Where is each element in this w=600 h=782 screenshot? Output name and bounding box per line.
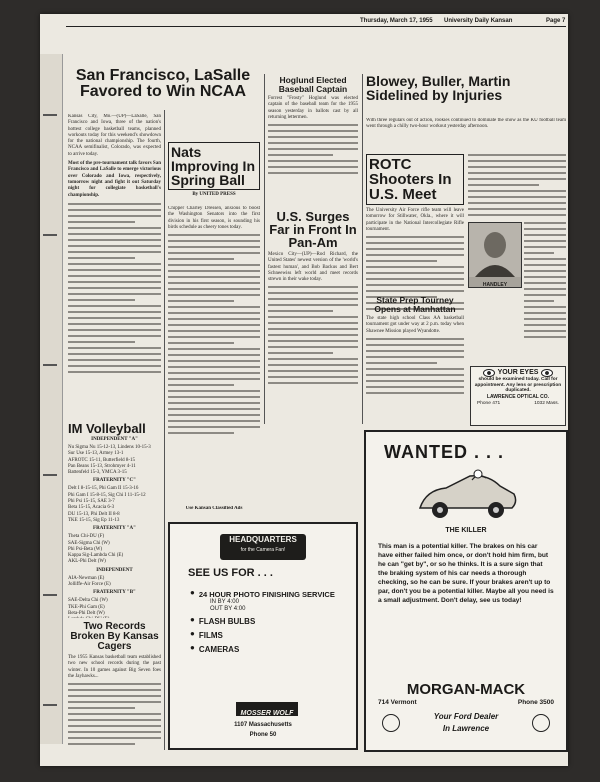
optical-ad (470, 366, 566, 426)
surges-headline: U.S. Surges Far in Front In Pan-Am (269, 210, 357, 250)
eye-icon (483, 369, 495, 377)
prep-story (366, 296, 464, 428)
service-item: FLASH BULBS (198, 616, 256, 626)
service-item: CAMERAS (198, 644, 240, 654)
volleyball-group: INDEPENDENT "A" Nu Sigma Nu 15-12-13, Lindens 10-15-3 Sur Use 15-13, Armey 13-1 AFROTC 15-11, Butterfield 8-15 Pan Beans 15-13, Strohmyer 4-11 Battenfeld 15-3, YMCA 3-15 (68, 437, 151, 476)
optical-phone: Phone 471 (477, 400, 501, 406)
page-number: Page 7 (546, 18, 566, 24)
nats-headline: Nats Improving In Spring Ball (168, 142, 260, 190)
surges-body: Mexico City—(UP)—Rod Richard, the United States' newest version of the 'world's fastest human', and Bob Backus and Bert Schneewiss left world and meet records strewn in their wake today. (268, 252, 358, 283)
nats-byline: By UNITED PRESS (192, 192, 236, 197)
wanted-body: This man is a potential killer. The brakes on his car have either failed him once, or don't hold him firm, but he can "get by", or so he thinks. It is a sure sign that the braking system of his car needs a thorough checking, so he can be sure. If your brakes aren't up to par, don't you be a potential killer. Maybe all you need is a small adjustment. Don't delay, see us today! (378, 543, 554, 604)
blowey-headline-box (366, 74, 566, 120)
see-us-title: SEE US FOR . . . (188, 567, 273, 579)
prep-body: The state high school Class AA basketball tournament got under way at 2 p.m. today when Shawnee Mission played Wyandotte. (366, 316, 464, 334)
store-phone: Phone 50 (249, 732, 277, 738)
store-logo: MOSSER WOLF (236, 702, 298, 716)
dealer-tagline: Your Ford Dealer (433, 712, 499, 721)
blowey-headline: Blowey, Buller, Martin Sidelined by Injuries (366, 74, 511, 103)
portrait-image (469, 223, 521, 277)
prep-headline: State Prep Tourney Opens at Manhattan (374, 296, 456, 314)
classified-ad-line: Use Kansan Classified Ads (185, 506, 243, 511)
photo-caption: HANDLEY (482, 282, 508, 288)
ncaa-lead: Most of the pre-tournament talk favors San Francisco and LaSalle to emerge victorious over Colorado and Iowa, respectively, tomorrow night and fight it out Saturday night for collegiate basketball's championship. (68, 161, 161, 198)
service-item: FILMS (198, 630, 223, 640)
optical-address: 1032 Mass. (534, 400, 559, 406)
issue-date: Thursday, March 17, 1955 (360, 18, 433, 24)
optical-title: YOUR EYES (497, 368, 539, 376)
records-story (68, 622, 161, 754)
optical-firm: LAWRENCE OPTICAL CO. (486, 393, 550, 400)
nats-headline-box (168, 142, 260, 204)
ncaa-headline: San Francisco, LaSalle Favored to Win NCAA (75, 68, 251, 100)
volleyball-group: FRATERNITY "A" Theta Chi-DU (F) SAE-Sigma Chi (W) Phi Psi-Beta (W) Kappa Sig-Lambda Chi (E) AKL-Phi Delt (W) (68, 526, 136, 565)
dealer-phone: Phone 3500 (517, 699, 554, 706)
newspaper-page (40, 14, 568, 766)
ncaa-story (68, 68, 258, 114)
nats-story (168, 206, 260, 506)
records-body: The 1955 Kansas basketball team established two new school records during the past winter. In 10 games against Big Seven foes the Jayhawks... (68, 655, 161, 679)
volleyball-headline: IM Volleyball (68, 422, 146, 436)
service-list: ● 24 HOUR PHOTO FINISHING SERVICE IN BY 4:00 OUT BY 4:00 ● FLASH BULBS ● FILMS ● CAMERAS (190, 590, 340, 655)
nats-body: Chipper Charley Dressen, anxious to boost the Washington Senators into the first division in his first season, is sounding his birds schedule as cheery tones today. (168, 206, 260, 230)
volleyball-group: FRATERNITY "C" Delt I 8-15-15, Phi Gam II 15-3-16 Phi Gam I 15-8-15, Sig Chi I 11-15-12 Phi Psi 15-15, SAE 3-7 Beta 15-15, Acacia 6-3 DU 15-13, Phi Delt II 8-8 TKE 15-15, Sig Ep 11-13 (68, 478, 146, 523)
blowey-continued (468, 154, 566, 220)
wanted-title: WANTED . . . (384, 442, 504, 462)
hoglund-body: Forrest "Frosty" Hoglund was elected captain of the baseball team for the 1955 season yesterday in ballots cast by all returning lettermen. (268, 96, 358, 120)
rotc-body: The University Air Force rifle team will leave tomorrow for Stillwater, Okla., where it will participate in the National Intercollegiate Rifle tournament. (366, 208, 464, 232)
headquarters-badge: HEADQUARTERS for the Camera Fan! (220, 534, 306, 560)
dealer-tagline-location: In Lawrence (442, 724, 490, 733)
player-photo (468, 222, 522, 288)
ncaa-body (68, 114, 161, 414)
blowey-story (366, 118, 566, 152)
wanted-ad (364, 430, 568, 752)
adjacent-page-edge (40, 54, 63, 744)
hours-out: OUT BY 4:00 (210, 605, 246, 612)
records-headline: Two Records Broken By Kansas Cagers (70, 622, 159, 652)
blowey-body: With three regulars out of action, rookies continued to dominate the show as the KU football team went through a chilly two-hour workout yesterday afternoon. (366, 118, 566, 130)
store-address: 1107 Massachusetts (234, 722, 292, 728)
hours-in: IN BY 4:00 (210, 599, 239, 605)
volleyball-group: INDEPENDENT AIA-Newman (E) Jolliffe-Air Force (E) (68, 567, 133, 588)
hoglund-headline: Hoglund Elected Baseball Captain (278, 76, 348, 94)
volleyball-group: FRATERNITY "B" SAE-Delta Chi (W) TKE-Phi Gam (E) Beta-Phi Delt (W) (68, 590, 136, 616)
service-item: 24 HOUR PHOTO FINISHING SERVICE (198, 590, 335, 599)
rotc-headline: ROTC Shooters In U.S. Meet (366, 154, 464, 205)
surges-story (268, 210, 358, 424)
dealer-address: 714 Vermont (378, 699, 417, 706)
camera-ad (168, 522, 358, 750)
volleyball-story (68, 422, 161, 618)
optical-text: should be examined today. Call for appointment. Any lens or prescription duplicated. (474, 377, 562, 394)
hoglund-story (268, 76, 358, 206)
dealer-name: MORGAN-MACK (406, 681, 526, 698)
eye-icon (541, 369, 553, 377)
blowey-side-column (524, 222, 566, 342)
ncaa-intro: Kansas City, Mo.—(UP)—LaSalle, San Francisco and Iowa, three of the nation's hottest college basketball teams, planned workouts today for this weekend's showdown for the national championship. The fourth, NCAA semifinalist, Colorado, was expected to arrive today. (68, 114, 161, 157)
paper-name: University Daily Kansan (444, 18, 513, 24)
wanted-subtitle: THE KILLER (445, 527, 487, 534)
killer-car-illustration (412, 468, 522, 526)
